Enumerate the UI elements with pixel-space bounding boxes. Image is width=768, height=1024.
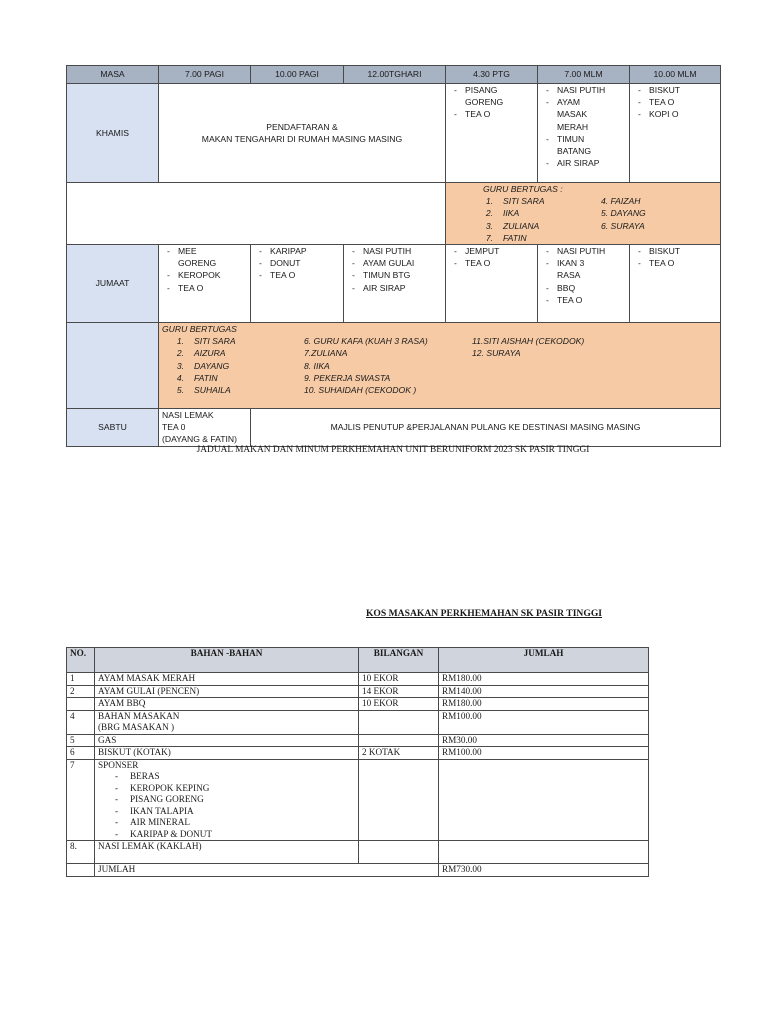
jumaat-10pagi-cell bbox=[251, 245, 344, 323]
khamis-registration-cell bbox=[159, 84, 446, 183]
row-no: 8. bbox=[67, 841, 95, 864]
khamis-registration-line2: MAKAN TENGAHARI DI RUMAH MASING MASING bbox=[201, 134, 403, 144]
table-row bbox=[67, 734, 649, 747]
cost-table-title: KOS MASAKAN PERKHEMAHAN SK PASIR TINGGI bbox=[365, 608, 603, 619]
header-bahan: BAHAN -BAHAN bbox=[95, 648, 359, 673]
table-row bbox=[67, 710, 649, 734]
table-row bbox=[67, 685, 649, 698]
header-masa: MASA bbox=[67, 66, 159, 84]
jumaat-7pagi-cell bbox=[159, 245, 251, 323]
row-amount bbox=[439, 759, 649, 841]
row-duty-thursday bbox=[67, 183, 721, 245]
row-no: 7 bbox=[67, 759, 95, 841]
row-no: 4 bbox=[67, 710, 95, 734]
header-bilangan: BILANGAN bbox=[359, 648, 439, 673]
duty-roster-thursday bbox=[446, 183, 721, 245]
row-amount: RM180.00 bbox=[439, 698, 649, 711]
menu-item: - TEA O bbox=[449, 108, 524, 120]
menu-item: - JEMPUT bbox=[449, 245, 534, 257]
duty-item: 2. IIKA bbox=[485, 208, 520, 219]
menu-item: - NASI PUTIH bbox=[541, 245, 606, 257]
row-item: GAS bbox=[95, 734, 359, 747]
duty-column-2 bbox=[304, 335, 472, 396]
duty-item: 5. DAYANG bbox=[601, 208, 646, 219]
duty-right-column bbox=[601, 195, 646, 244]
header-10-mlm: 10.00 MLM bbox=[630, 66, 721, 84]
duty-item: 8. IIKA bbox=[304, 360, 330, 371]
row-amount: RM180.00 bbox=[439, 673, 649, 686]
day-sabtu: SABTU bbox=[67, 409, 159, 447]
menu-item: - KARIPAP bbox=[254, 245, 340, 257]
menu-item: - AIR SIRAP bbox=[347, 282, 442, 294]
sponsor-cell bbox=[95, 759, 359, 841]
header-430-ptg: 4.30 PTG bbox=[446, 66, 538, 84]
menu-item: - AIR SIRAP bbox=[541, 157, 608, 169]
duty-item: 9. PEKERJA SWASTA bbox=[304, 372, 391, 383]
cooking-cost-table bbox=[66, 647, 649, 877]
menu-item: NASI LEMAK bbox=[162, 410, 214, 421]
menu-item: - TEA O bbox=[254, 269, 340, 281]
row-qty: 2 KOTAK bbox=[359, 747, 439, 760]
header-12-tghari: 12.00TGHARI bbox=[344, 66, 446, 84]
row-qty: 10 EKOR bbox=[359, 698, 439, 711]
meal-schedule-table bbox=[66, 65, 721, 447]
header-7-mlm: 7.00 MLM bbox=[538, 66, 630, 84]
khamis-registration-line1: PENDAFTARAN & bbox=[266, 121, 338, 132]
header-no: NO. bbox=[67, 648, 95, 673]
duty-roster-friday bbox=[159, 323, 721, 409]
schedule-header-row bbox=[67, 66, 721, 84]
row-item: NASI LEMAK (KAKLAH) bbox=[95, 841, 359, 864]
menu-item: - KOPI O bbox=[633, 108, 717, 120]
row-qty bbox=[359, 734, 439, 747]
row-item: AYAM BBQ bbox=[95, 698, 359, 711]
table-row-total bbox=[67, 864, 649, 877]
total-label: JUMLAH bbox=[95, 864, 439, 877]
menu-item: - BISKUT bbox=[633, 84, 717, 96]
row-amount: RM100.00 bbox=[439, 747, 649, 760]
duty-title: GURU BERTUGAS bbox=[162, 324, 237, 335]
total-amount: RM730.00 bbox=[439, 864, 649, 877]
duty-item: 11.SITI AISHAH (CEKODOK) bbox=[472, 336, 585, 347]
row-no: 2 bbox=[67, 685, 95, 698]
duty-item: 6. SURAYA bbox=[601, 220, 645, 231]
header-jumlah: JUMLAH bbox=[439, 648, 649, 673]
day-jumaat: JUMAAT bbox=[67, 245, 159, 323]
jumaat-7mlm-cell bbox=[538, 245, 630, 323]
row-amount: RM30.00 bbox=[439, 734, 649, 747]
menu-item: - DONUT bbox=[254, 257, 340, 269]
menu-item: - NASI PUTIH bbox=[347, 245, 442, 257]
khamis-10mlm-cell bbox=[630, 84, 721, 183]
row-khamis bbox=[67, 84, 721, 183]
sponsor-item: - BERAS bbox=[114, 771, 355, 783]
row-item: BAHAN MASAKAN (BRG MASAKAN ) bbox=[95, 710, 359, 734]
sponsor-item: - AIR MINERAL bbox=[114, 817, 355, 829]
row-sabtu bbox=[67, 409, 721, 447]
menu-item: - NASI PUTIH bbox=[541, 84, 608, 96]
menu-item: - MEE GORENG bbox=[162, 245, 237, 269]
schedule-caption: JADUAL MAKAN DAN MINUM PERKHEMAHAN UNIT BERUNIFORM 2023 SK PASIR TINGGI bbox=[196, 445, 590, 455]
menu-item: - AYAM MASAK MERAH bbox=[541, 96, 608, 133]
sponsor-item: - IKAN TALAPIA bbox=[114, 806, 355, 818]
row-qty: 14 EKOR bbox=[359, 685, 439, 698]
empty-cell bbox=[67, 183, 446, 245]
duty-item: 1. SITI SARA bbox=[176, 336, 236, 347]
menu-item: - TEA O bbox=[633, 96, 717, 108]
duty-item: 7. FATIN bbox=[485, 232, 527, 243]
menu-item: (DAYANG & FATIN) bbox=[162, 434, 237, 445]
menu-item: - PISANG GORENG bbox=[449, 84, 524, 108]
duty-item: 3. ZULIANA bbox=[485, 220, 540, 231]
khamis-ptg-cell bbox=[446, 84, 538, 183]
menu-item: TEA 0 bbox=[162, 422, 186, 433]
menu-item: - AYAM GULAI bbox=[347, 257, 442, 269]
row-qty bbox=[359, 710, 439, 734]
sponsor-label: SPONSER bbox=[98, 759, 139, 770]
menu-item: - IKAN 3 RASA bbox=[541, 257, 606, 281]
row-amount: RM100.00 bbox=[439, 710, 649, 734]
menu-item: - TEA O bbox=[541, 294, 606, 306]
header-10-pagi: 10.00 PAGI bbox=[251, 66, 344, 84]
row-duty-friday bbox=[67, 323, 721, 409]
row-no bbox=[67, 698, 95, 711]
table-row bbox=[67, 698, 649, 711]
menu-item: - TEA O bbox=[633, 257, 717, 269]
menu-item: - TEA O bbox=[449, 257, 534, 269]
table-row bbox=[67, 673, 649, 686]
row-no: 1 bbox=[67, 673, 95, 686]
row-no bbox=[67, 864, 95, 877]
row-jumaat bbox=[67, 245, 721, 323]
jumaat-10mlm-cell bbox=[630, 245, 721, 323]
duty-title: GURU BERTUGAS : bbox=[483, 184, 563, 194]
sponsor-item: - PISANG GORENG bbox=[114, 794, 355, 806]
menu-item: - TEA O bbox=[162, 282, 237, 294]
menu-item: - BBQ bbox=[541, 282, 606, 294]
duty-item: 4. FATIN bbox=[176, 372, 218, 383]
cost-header-row bbox=[67, 648, 649, 673]
row-qty bbox=[359, 759, 439, 841]
empty-day-cell bbox=[67, 323, 159, 409]
row-no: 5 bbox=[67, 734, 95, 747]
duty-item: 12. SURAYA bbox=[472, 348, 521, 359]
row-qty bbox=[359, 841, 439, 864]
row-item: BISKUT (KOTAK) bbox=[95, 747, 359, 760]
jumaat-430ptg-cell bbox=[446, 245, 538, 323]
menu-item: - KEROPOK bbox=[162, 269, 237, 281]
duty-item: 2. AIZURA bbox=[176, 348, 226, 359]
sabtu-closing-cell: MAJLIS PENUTUP &PERJALANAN PULANG KE DESTINASI MASING MASING bbox=[251, 409, 721, 447]
sabtu-pagi-cell bbox=[159, 409, 251, 447]
day-khamis: KHAMIS bbox=[67, 84, 159, 183]
menu-item: - TIMUN BTG bbox=[347, 269, 442, 281]
duty-item: 10. SUHAIDAH (CEKODOK ) bbox=[304, 385, 417, 396]
row-item: AYAM MASAK MERAH bbox=[95, 673, 359, 686]
row-amount: RM140.00 bbox=[439, 685, 649, 698]
menu-item: - TIMUN BATANG bbox=[541, 133, 608, 157]
menu-item: - BISKUT bbox=[633, 245, 717, 257]
duty-column-3 bbox=[472, 335, 584, 396]
jumaat-12tghari-cell bbox=[344, 245, 446, 323]
duty-item: 4. FAIZAH bbox=[601, 196, 641, 207]
row-item: AYAM GULAI (PENCEN) bbox=[95, 685, 359, 698]
table-row bbox=[67, 747, 649, 760]
duty-item: 1. SITI SARA bbox=[485, 196, 545, 207]
sponsor-item: - KARIPAP & DONUT bbox=[114, 829, 355, 841]
duty-item: 6. GURU KAFA (KUAH 3 RASA) bbox=[304, 336, 428, 347]
row-no: 6 bbox=[67, 747, 95, 760]
row-amount bbox=[439, 841, 649, 864]
duty-item: 3. DAYANG bbox=[176, 360, 230, 371]
table-row bbox=[67, 841, 649, 864]
sponsor-item: - KEROPOK KEPING bbox=[114, 783, 355, 795]
row-qty: 10 EKOR bbox=[359, 673, 439, 686]
duty-item: 7.ZULIANA bbox=[304, 348, 348, 359]
table-row-sponsor bbox=[67, 759, 649, 841]
header-7-pagi: 7.00 PAGI bbox=[159, 66, 251, 84]
khamis-7mlm-cell bbox=[538, 84, 630, 183]
duty-item: 5. SUHAILA bbox=[176, 385, 231, 396]
